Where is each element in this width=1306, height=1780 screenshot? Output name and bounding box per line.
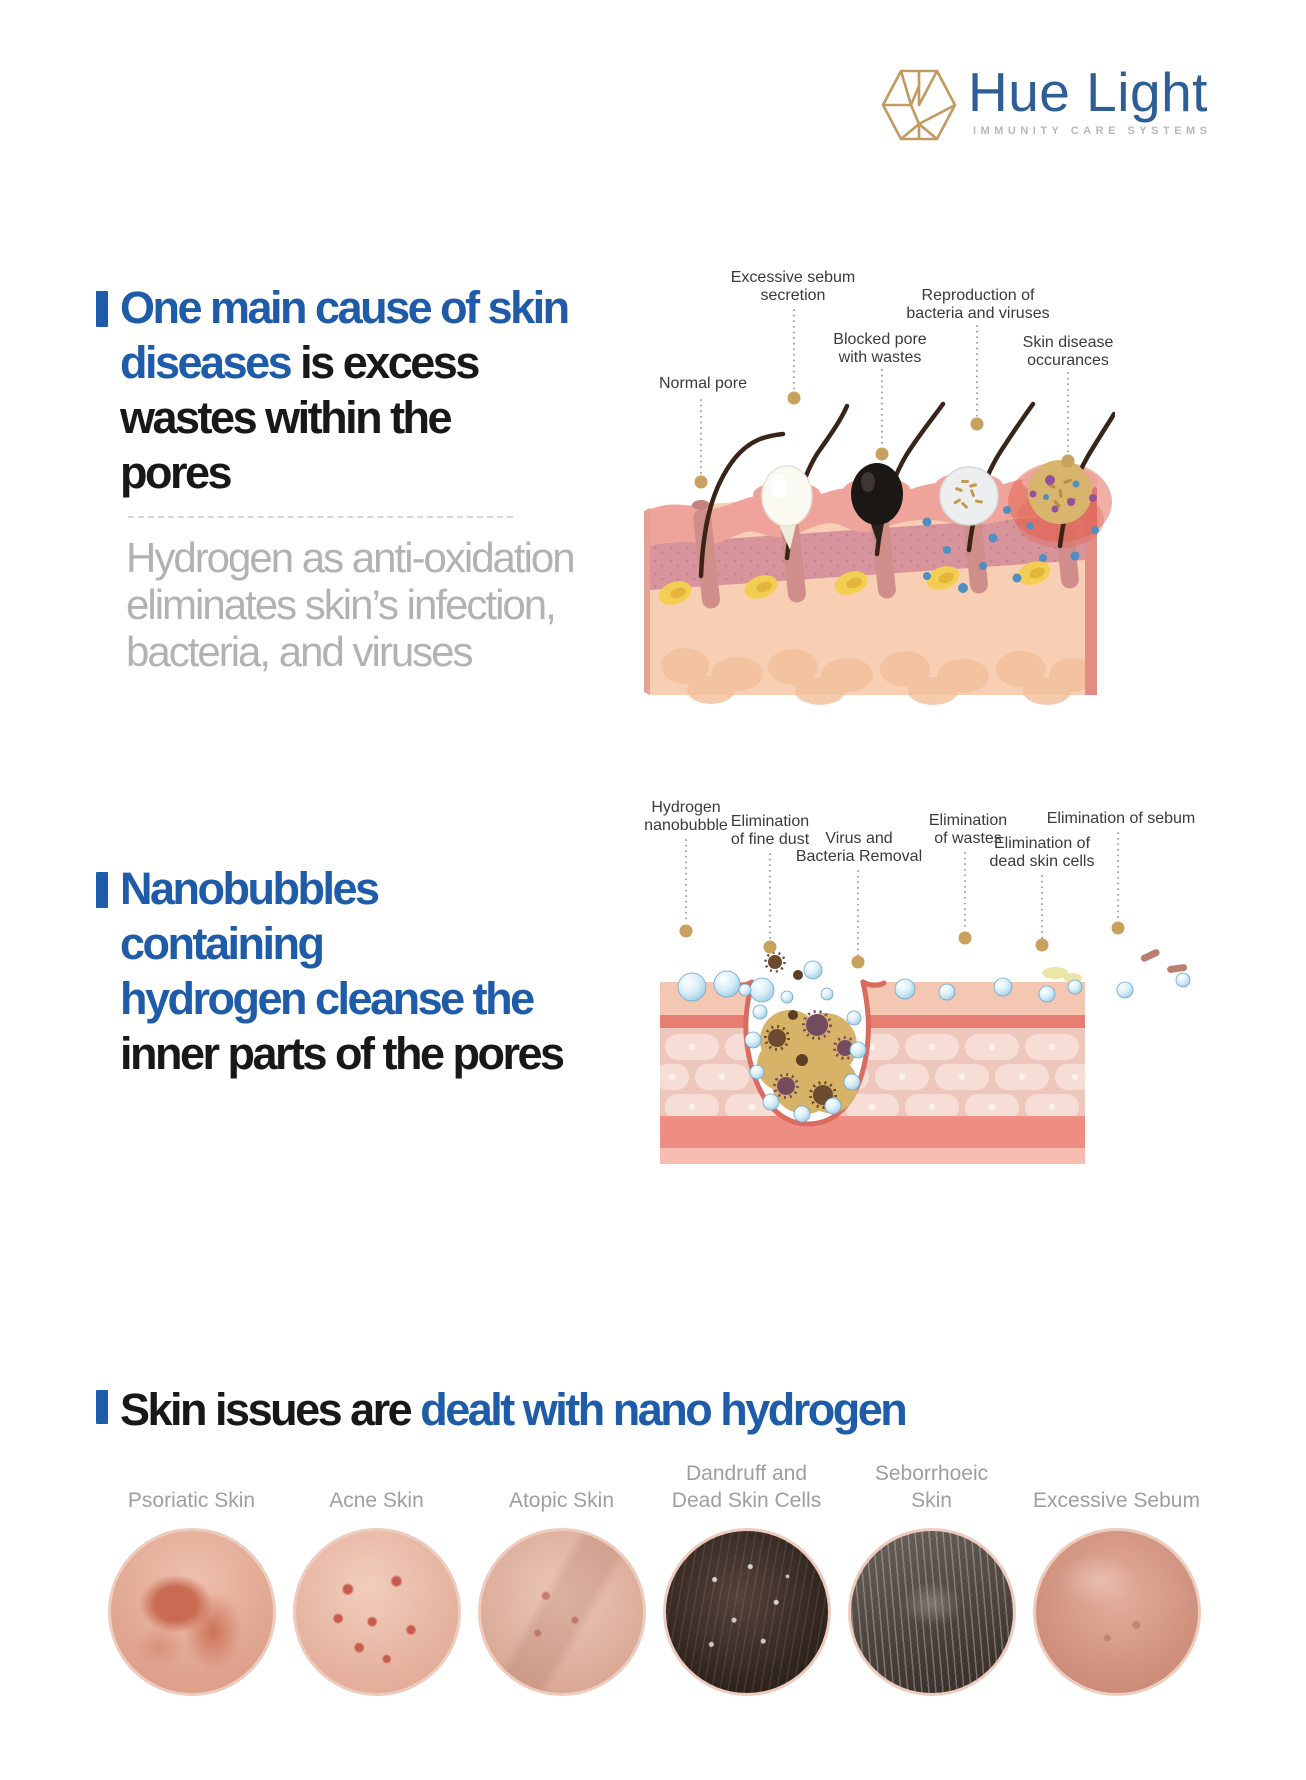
illustration-label-line: dead skin cells	[989, 853, 1095, 870]
section2	[120, 861, 563, 1081]
illustration-label-line: Reproduction of	[921, 287, 1035, 304]
skin-issue-psoriatic	[104, 1452, 279, 1696]
subtext-line: bacteria, and viruses	[126, 628, 472, 675]
heading-line: hydrogen cleanse the	[120, 973, 533, 1024]
heading-line: One main cause of skin	[120, 282, 568, 333]
skin-issue-label: Excessive Sebum	[1033, 1489, 1200, 1512]
skin-issue-label: Psoriatic Skin	[127, 1489, 256, 1512]
heading-line: Skin issues are	[120, 1384, 421, 1435]
section-marker	[96, 291, 108, 327]
skin-issue-label: Acne Skin	[329, 1489, 424, 1512]
skin-issue-sebum	[1029, 1452, 1204, 1696]
skin-issue-label: Seborrhoeic Skin	[874, 1462, 989, 1512]
skin-cross-section-illustration	[555, 258, 1115, 708]
illustration-label-line: Elimination of	[993, 835, 1091, 852]
illustration-label-line: Skin disease	[1022, 334, 1114, 351]
illustration-label-line: Elimination	[730, 813, 810, 830]
illustration-label-line: of wastes	[934, 830, 1002, 847]
illustration-label-line: Elimination	[928, 812, 1008, 829]
illustration1-labels	[659, 269, 1113, 392]
section-marker	[96, 872, 108, 908]
heading-line: Nanobubbles	[120, 863, 378, 914]
skin-layers	[655, 982, 1095, 1164]
illustration-label-line: nanobubble	[644, 817, 728, 834]
acne-skin-photo	[293, 1528, 461, 1696]
dandruff-skin-photo	[663, 1528, 831, 1696]
heading-line: containing	[120, 918, 323, 969]
brand-tagline: IMMUNITY CARE SYSTEMS	[973, 125, 1212, 137]
section-marker	[96, 1390, 108, 1424]
atopic-skin-photo	[478, 1528, 646, 1696]
heading-line: inner parts of the pores	[120, 1028, 563, 1079]
illustration-label-line: Bacteria Removal	[795, 848, 923, 865]
heading-line: dealt with nano hydrogen	[420, 1384, 906, 1435]
subtext-line: eliminates skin’s infection,	[126, 581, 555, 628]
seborrhoeic-skin-photo	[848, 1528, 1016, 1696]
pore-cleansing-illustration	[555, 790, 1195, 1180]
hexagon-logo-icon	[880, 62, 958, 148]
illustration-label-line: bacteria and viruses	[906, 305, 1050, 322]
hue-light-logo	[880, 62, 1212, 148]
diseased-pore	[1028, 460, 1092, 524]
dead-skin-cells	[1140, 948, 1188, 973]
illustration-label-line: Normal pore	[658, 375, 748, 392]
illustration-label-line: Excessive sebum	[730, 269, 856, 286]
skin-issue-dandruff	[659, 1452, 834, 1696]
bacteria-pore	[940, 467, 998, 525]
illustration-label-line: secretion	[760, 287, 826, 304]
skin-issue-label: Dandruff and Dead Skin Cells	[671, 1462, 822, 1512]
section3	[120, 1382, 905, 1437]
illustration2-labels	[644, 799, 1195, 870]
skin-issues-row	[104, 1452, 1204, 1696]
section2-heading	[120, 861, 563, 1081]
illustration-label-line: Virus and	[825, 830, 893, 847]
brand-name: Hue Light	[968, 61, 1208, 123]
skin-issue-label: Atopic Skin	[508, 1489, 615, 1512]
illustration-label-line: with wastes	[838, 349, 922, 366]
subtext-line: Hydrogen as anti-oxidation	[126, 534, 574, 581]
skin-issue-acne	[289, 1452, 464, 1696]
heading-line: wastes within the	[120, 392, 451, 443]
skin-issue-seborrhoeic	[844, 1452, 1019, 1696]
dashed-divider	[128, 516, 513, 518]
section3-heading	[120, 1382, 905, 1437]
illustration-label-line: of fine dust	[730, 831, 810, 848]
excessive-sebum-photo	[1033, 1528, 1201, 1696]
psoriatic-skin-photo	[108, 1528, 276, 1696]
heading-line: diseases	[120, 337, 291, 388]
illustration-label-line: occurances	[1027, 352, 1109, 369]
section1-heading	[120, 280, 568, 500]
skin-issue-atopic	[474, 1452, 649, 1696]
illustration-label-line: Blocked pore	[833, 331, 927, 348]
heading-line: pores	[120, 447, 231, 498]
heading-line: is excess	[290, 337, 478, 388]
section1	[120, 280, 568, 500]
illustration-label-line: Elimination of sebum	[1046, 810, 1195, 827]
section1-subtext	[126, 534, 574, 675]
illustration-label-line: Hydrogen	[651, 799, 721, 816]
